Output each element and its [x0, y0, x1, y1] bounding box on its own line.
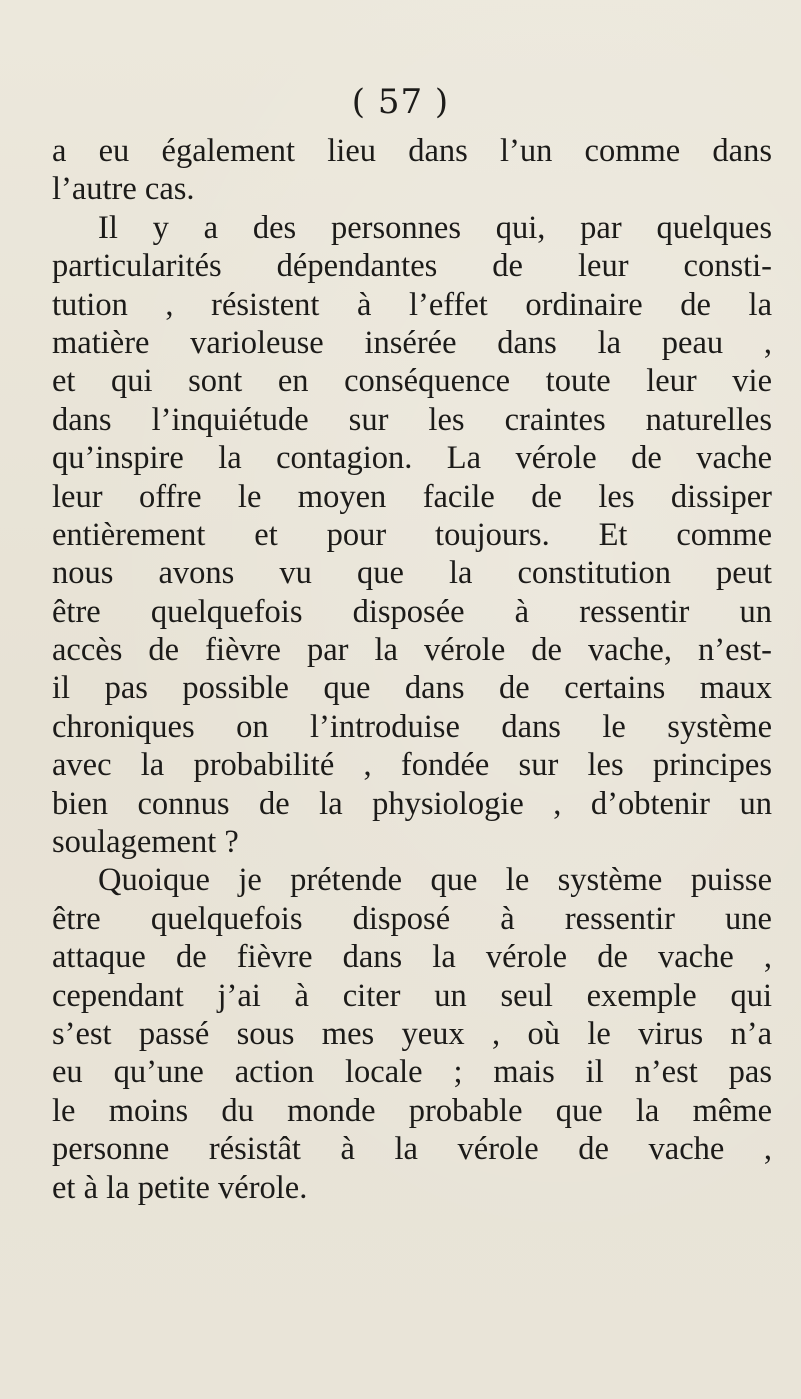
text-line: eu qu’une action locale ; mais il n’est pas [52, 1054, 772, 1091]
text-line: tution , résistent à l’effet ordinaire de la [52, 286, 772, 323]
text-line: et qui sont en conséquence toute leur vie [52, 363, 772, 400]
text-line: leur offre le moyen facile de les dissiper [52, 478, 772, 515]
text-line: cependant j’ai à citer un seul exemple qui [52, 977, 772, 1014]
text-line: entièrement et pour toujours. Et comme [52, 516, 772, 553]
text-line: nous avons vu que la constitution peut [52, 555, 772, 592]
text-line: avec la probabilité , fondée sur les principes [52, 747, 772, 784]
text-line: qu’inspire la contagion. La vérole de vache [52, 440, 772, 477]
text-line: personne résistât à la vérole de vache , [52, 1131, 772, 1168]
text-line: bien connus de la physiologie , d’obtenir un [52, 785, 772, 822]
text-line: a eu également lieu dans l’un comme dans [52, 133, 772, 169]
text-line: et à la petite vérole. [52, 1169, 308, 1206]
text-line: particularités dépendantes de leur consti- [52, 248, 772, 285]
text-line: être quelquefois disposé à ressentir une [52, 900, 772, 937]
text-line: il pas possible que dans de certains maux [52, 670, 772, 707]
text-line: accès de fièvre par la vérole de vache, n’est- [52, 632, 772, 669]
text-line: le moins du monde probable que la même [52, 1092, 772, 1129]
text-line: matière varioleuse insérée dans la peau , [52, 324, 772, 361]
text-line: Quoique je prétende que le système puisse [98, 862, 772, 899]
text-line: Il y a des personnes qui, par quelques [98, 209, 772, 246]
text-line: s’est passé sous mes yeux , où le virus n’a [52, 1015, 772, 1052]
text-line: attaque de fièvre dans la vérole de vache , [52, 939, 772, 976]
text-line: être quelquefois disposée à ressentir un [52, 593, 772, 630]
body-text [52, 132, 772, 1207]
text-line: chroniques on l’introduise dans le système [52, 708, 772, 745]
text-line: soulagement ? [52, 824, 239, 861]
text-line: dans l’inquiétude sur les craintes naturelles [52, 401, 772, 438]
text-line: l’autre cas. [52, 171, 195, 208]
page-number: ( 57 ) [351, 82, 450, 122]
